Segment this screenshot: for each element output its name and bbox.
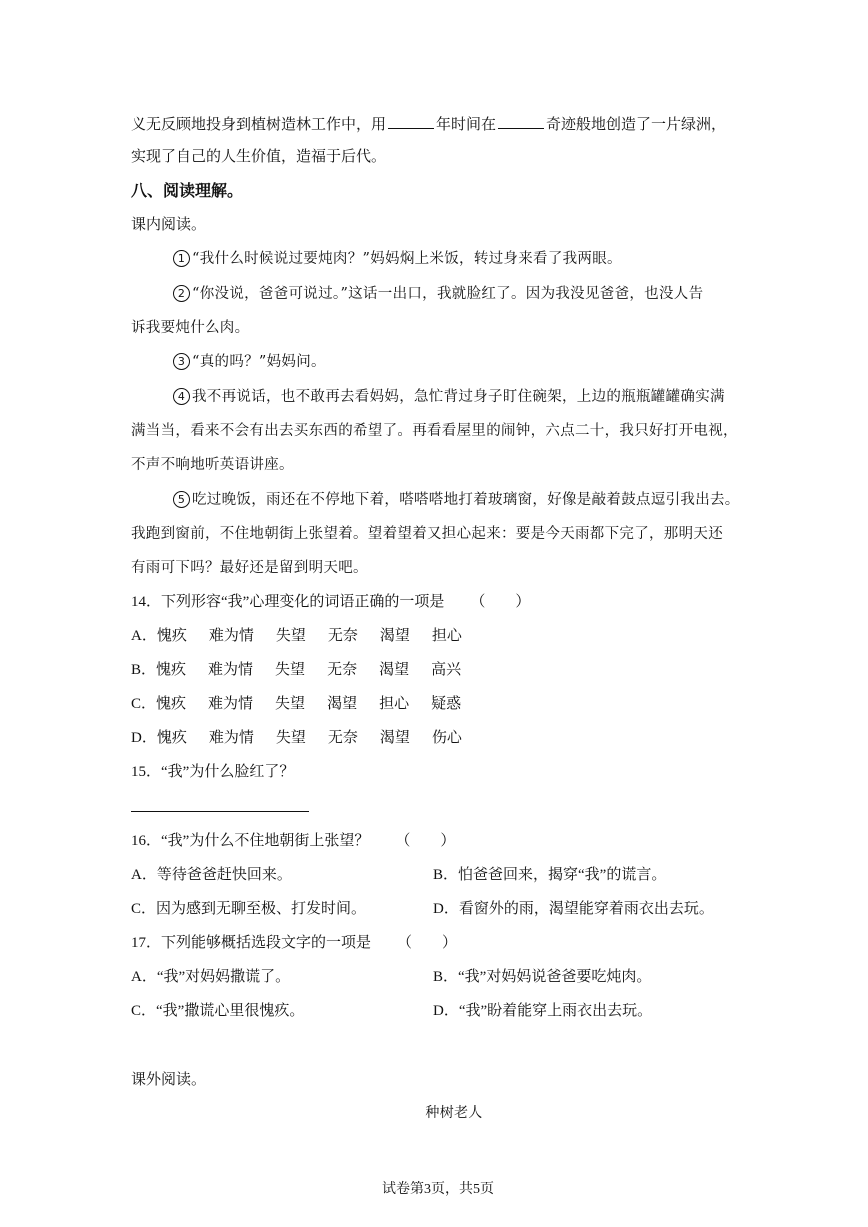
paragraph-4-cont-1: 满当当，看来不会有出去买东西的希望了。再看看屋里的闹钟，六点二十，我只好打开电视， — [131, 423, 738, 439]
paragraph-number-icon: 5 — [173, 491, 190, 508]
intro-line-2: 实现了自己的人生价值，造福于后代。 — [131, 149, 387, 165]
page-footer: 试卷第3页，共5页 — [382, 1182, 494, 1197]
q14-option-c[interactable]: C．愧疚 难为情 失望 渴望 担心 疑惑 — [131, 696, 462, 712]
paragraph-5-cont-2: 有雨可下吗？最好还是留到明天吧。 — [131, 560, 368, 576]
question-16: 16．“我”为什么不住地朝街上张望？ （ ） — [131, 833, 456, 849]
outer-reading-label: 课外阅读。 — [131, 1072, 207, 1088]
paragraph-number-icon: 4 — [173, 388, 190, 405]
q17-option-d[interactable]: D．“我”盼着能穿上雨衣出去玩。 — [433, 1003, 653, 1019]
question-17: 17．下列能够概括选段文字的一项是 （ ） — [131, 935, 458, 951]
paragraph-5-cont-1: 我跑到窗前，不住地朝街上张望着。望着望着又担心起来：要是今天雨都下完了，那明天还 — [131, 526, 723, 542]
intro-text-c: 奇迹般地创造了一片绿洲， — [546, 117, 727, 133]
intro-text-a: 义无反顾地投身到植树造林工作中，用 — [131, 117, 387, 133]
q17-option-a[interactable]: A．“我”对妈妈撒谎了。 — [131, 969, 291, 985]
q17-option-c[interactable]: C．“我”撒谎心里很愧疚。 — [131, 1003, 305, 1019]
paragraph-2-cont: 诉我要炖什么肉。 — [131, 320, 250, 336]
section-heading: 八、阅读理解。 — [131, 181, 244, 200]
paragraph-number-icon: 2 — [173, 285, 190, 302]
paragraph-2: 2 “你没说，爸爸可说过。”这话一出口，我就脸红了。因为我没见爸爸，也没人告 — [173, 284, 703, 304]
paragraph-4-cont-2: 不声不响地听英语讲座。 — [131, 457, 294, 473]
paragraph-3: 3 “真的吗？”妈妈问。 — [173, 352, 326, 372]
q16-option-a[interactable]: A．等待爸爸赶快回来。 — [131, 867, 292, 883]
q17-option-b[interactable]: B．“我”对妈妈说爸爸要吃炖肉。 — [433, 969, 652, 985]
q14-option-b[interactable]: B．愧疚 难为情 失望 无奈 渴望 高兴 — [131, 662, 462, 678]
fill-blank-years[interactable] — [388, 114, 434, 129]
question-15: 15．“我”为什么脸红了？ — [131, 764, 295, 780]
q16-option-c[interactable]: C．因为感到无聊至极、打发时间。 — [131, 901, 367, 917]
paragraph-number-icon: 3 — [173, 353, 190, 370]
passage-title: 种树老人 — [425, 1105, 483, 1121]
q16-option-d[interactable]: D．看窗外的雨，渴望能穿着雨衣出去玩。 — [433, 901, 714, 917]
q14-option-a[interactable]: A．愧疚 难为情 失望 无奈 渴望 担心 — [131, 628, 462, 644]
question-14: 14．下列形容“我”心理变化的词语正确的一项是 （ ） — [131, 594, 531, 610]
q14-option-d[interactable]: D．愧疚 难为情 失望 无奈 渴望 伤心 — [131, 730, 462, 746]
paragraph-number-icon: 1 — [173, 250, 190, 267]
intro-line-1 — [131, 114, 726, 135]
paragraph-5: 5 吃过晚饭，雨还在不停地下着，嗒嗒嗒地打着玻璃窗，好像是敲着鼓点逗引我出去。 — [173, 490, 740, 510]
paragraph-4: 4 我不再说话，也不敢再去看妈妈，急忙背过身子盯住碗架，上边的瓶瓶罐罐确实满 — [173, 387, 725, 407]
q16-option-b[interactable]: B．怕爸爸回来，揭穿“我”的谎言。 — [433, 867, 667, 883]
answer-paren[interactable]: （ ） — [397, 935, 458, 951]
inner-reading-label: 课内阅读。 — [131, 217, 207, 233]
paragraph-1: 1 “我什么时候说过要炖肉？”妈妈焖上米饭，转过身来看了我两眼。 — [173, 249, 622, 269]
answer-paren[interactable]: （ ） — [470, 594, 531, 610]
answer-line[interactable] — [131, 811, 309, 812]
intro-text-b: 年时间在 — [436, 117, 497, 133]
answer-paren[interactable]: （ ） — [395, 833, 456, 849]
fill-blank-place[interactable] — [498, 114, 544, 129]
